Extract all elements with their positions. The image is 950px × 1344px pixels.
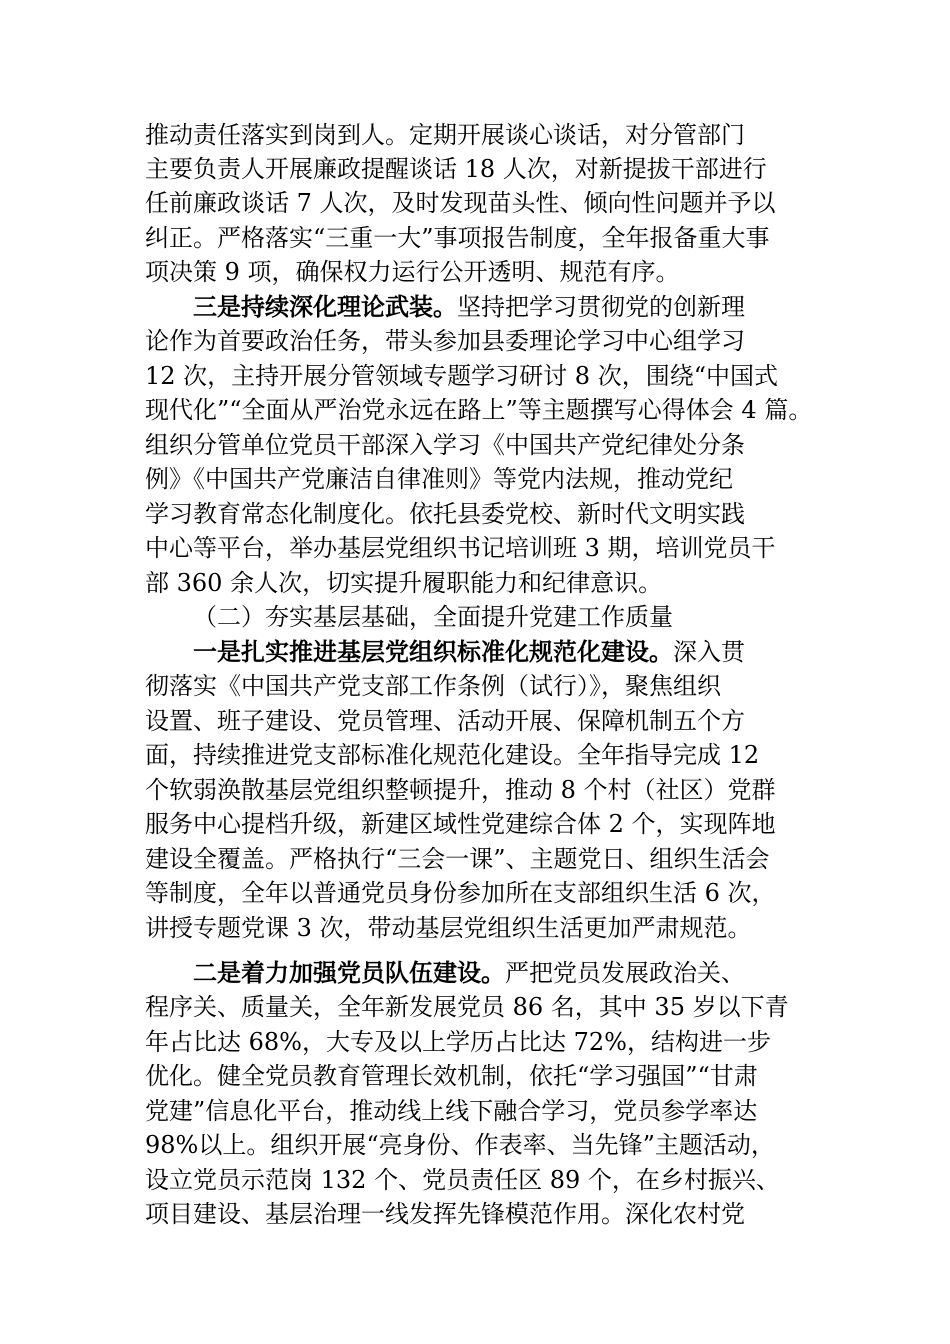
section-heading (193, 600, 673, 634)
paragraph-heading-line (193, 956, 745, 990)
body-line (145, 990, 789, 1024)
body-line (145, 669, 721, 703)
body-line (145, 186, 776, 220)
line-text: 设立党员示范岗 132 个、党员责任区 89 个，在乡村振兴、 (145, 1166, 780, 1194)
line-text: 党建”信息化平台，推动线上线下融合学习，党员参学率达 (145, 1097, 758, 1125)
line-text: 组织分管单位党员干部深入学习《中国共产党纪律处分条 (145, 431, 745, 459)
body-line (145, 1128, 775, 1162)
body-line (145, 911, 752, 945)
body-line (145, 462, 733, 496)
body-line (145, 152, 767, 186)
line-text: 12 次，主持开展分管领域专题学习研讨 8 次，围绕“中国式 (145, 362, 778, 390)
line-text: 学习教育常态化制度化。依托县委党校、新时代文明实践 (145, 500, 745, 528)
line-text: 优化。健全党员教育管理长效机制，依托“学习强国”“甘肃 (145, 1062, 758, 1090)
line-text: 等制度，全年以普通党员身份参加所在支部组织生活 6 次， (145, 879, 776, 907)
line-text: 论作为首要政治任务，带头参加县委理论学习中心组学习 (145, 327, 745, 355)
line-text: 个软弱涣散基层党组织整顿提升，推动 8 个村（社区）党群 (145, 776, 776, 804)
line-text: 设置、班子建设、党员管理、活动开展、保障机制五个方 (145, 707, 745, 735)
body-line (145, 1197, 745, 1231)
body-line (145, 255, 680, 289)
line-text: 彻落实《中国共产党支部工作条例（试行）》，聚焦组织 (145, 672, 721, 700)
body-line (145, 1163, 780, 1197)
body-line (145, 807, 776, 841)
line-text: 主要负责人开展廉政提醒谈话 18 人次，对新提拔干部进行 (145, 155, 767, 183)
body-line (145, 842, 770, 876)
line-text: 98%以上。组织开展“亮身份、作表率、当先锋”主题活动， (145, 1131, 775, 1159)
body-line (145, 221, 770, 255)
body-line (145, 1059, 758, 1093)
body-line (145, 773, 776, 807)
body-line (145, 738, 759, 772)
line-text: 纠正。严格落实“三重一大”事项报告制度，全年报备重大事 (145, 224, 770, 252)
line-text: 建设全覆盖。严格执行“三会一课”、主题党日、组织生活会 (145, 845, 770, 873)
line-text: 面，持续推进党支部标准化规范化建设。全年指导完成 12 (145, 741, 760, 769)
line-text: 程序关、质量关，全年新发展党员 86 名，其中 35 岁以下青 (145, 993, 789, 1021)
body-line (145, 428, 745, 462)
body-line (145, 704, 745, 738)
body-line (145, 118, 745, 152)
body-line (145, 1094, 757, 1128)
body-line (145, 497, 745, 531)
body-line (145, 359, 778, 393)
line-text: 中心等平台，举办基层党组织书记培训班 3 期，培训党员干 (145, 534, 776, 562)
line-text: 严把党员发展政治关、 (505, 959, 745, 987)
line-text: 服务中心提档升级，新建区域性党建综合体 2 个，实现阵地 (145, 810, 776, 838)
paragraph-heading-line (193, 635, 745, 669)
line-text: 项决策 9 项，确保权力运行公开透明、规范有序。 (145, 258, 680, 286)
line-text: 任前廉政谈话 7 人次，及时发现苗头性、倾向性问题并予以 (145, 189, 776, 217)
line-text: 项目建设、基层治理一线发挥先锋模范作用。深化农村党 (145, 1200, 745, 1228)
paragraph-lead: 二是着力加强党员队伍建设。 (193, 958, 505, 987)
line-text: 推动责任落实到岗到人。定期开展谈心谈话，对分管部门 (145, 121, 745, 149)
line-text: 现代化”“全面从严治党永远在路上”等主题撰写心得体会 4 篇。 (145, 396, 813, 424)
line-text: 年占比达 68%，大专及以上学历占比达 72%，结构进一步 (145, 1028, 771, 1056)
body-line (145, 324, 745, 358)
line-text: 坚持把学习贯彻党的创新理 (457, 293, 745, 321)
paragraph-lead: 三是持续深化理论武装。 (193, 292, 457, 321)
body-line (145, 566, 662, 600)
paragraph-heading-line (193, 290, 745, 324)
body-line (145, 393, 812, 427)
body-line (145, 531, 776, 565)
line-text: 例》《中国共产党廉洁自律准则》等党内法规，推动党纪 (145, 465, 733, 493)
line-text: 部 360 余人次，切实提升履职能力和纪律意识。 (145, 569, 663, 597)
line-text: 讲授专题党课 3 次，带动基层党组织生活更加严肃规范。 (145, 914, 752, 942)
body-line (145, 876, 776, 910)
paragraph-lead: 一是扎实推进基层党组织标准化规范化建设。 (193, 637, 673, 666)
line-text: 深入贯 (673, 638, 745, 666)
body-line (145, 1025, 771, 1059)
line-text: （二）夯实基层基础，全面提升党建工作质量 (193, 603, 673, 631)
